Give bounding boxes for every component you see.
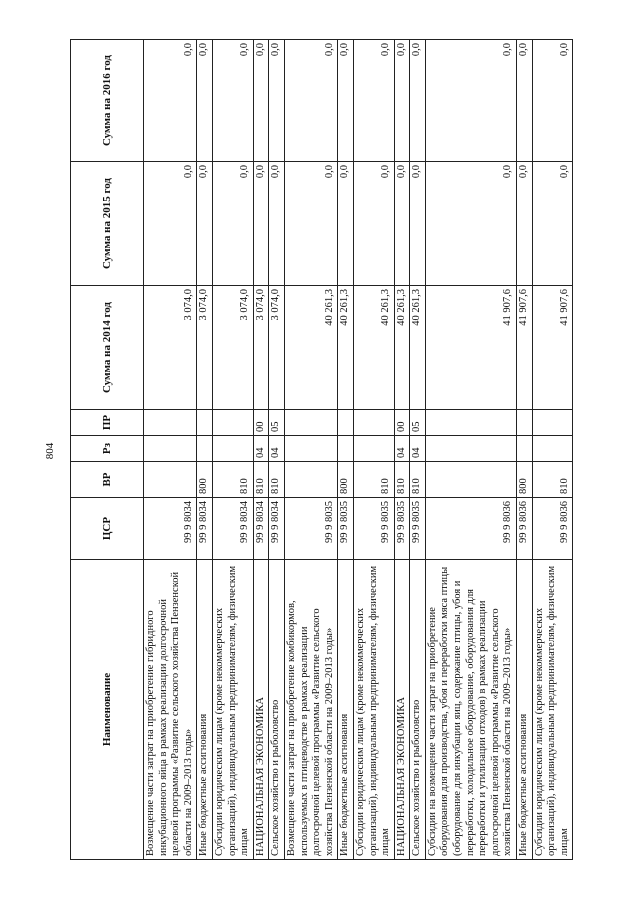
cell-sum-2016: 0,0	[394, 40, 410, 162]
cell-sum-2014: 3 074,0	[144, 286, 197, 410]
cell-sum-2015: 0,0	[253, 162, 269, 286]
cell-rz	[197, 436, 213, 462]
table-body	[144, 40, 573, 860]
cell-rz: 04	[253, 436, 269, 462]
cell-sum-2015: 0,0	[212, 162, 253, 286]
cell-sum-2014: 3 074,0	[212, 286, 253, 410]
cell-vr: 800	[338, 462, 354, 498]
cell-sum-2016: 0,0	[517, 40, 533, 162]
cell-sum-2014: 40 261,3	[338, 286, 354, 410]
table-row	[144, 40, 197, 860]
cell-sum-2014: 40 261,3	[410, 286, 426, 410]
cell-vr: 810	[532, 462, 573, 498]
cell-vr	[284, 462, 337, 498]
cell-vr: 810	[394, 462, 410, 498]
cell-vr: 800	[197, 462, 213, 498]
cell-sum-2015: 0,0	[410, 162, 426, 286]
cell-name: Возмещение части затрат на приобретение комбикормов, используемых в птицеводстве в рамках реализации долгосрочной целевой программы «Развитие сельского хозяйства Пензенской области на 2009–2013 годы»	[284, 560, 337, 860]
cell-pr: 05	[269, 410, 285, 436]
cell-sum-2015: 0,0	[517, 162, 533, 286]
cell-pr	[532, 410, 573, 436]
cell-rz: 04	[394, 436, 410, 462]
cell-csr: 99 9 8035	[284, 498, 337, 560]
cell-sum-2016: 0,0	[353, 40, 394, 162]
cell-rz	[212, 436, 253, 462]
cell-name: Сельское хозяйство и рыболовство	[410, 560, 426, 860]
cell-rz	[284, 436, 337, 462]
cell-pr	[353, 410, 394, 436]
cell-csr: 99 9 8034	[253, 498, 269, 560]
cell-pr	[517, 410, 533, 436]
cell-sum-2014: 41 907,6	[425, 286, 516, 410]
cell-rz	[144, 436, 197, 462]
table-row	[253, 40, 269, 860]
cell-sum-2016: 0,0	[212, 40, 253, 162]
cell-pr	[284, 410, 337, 436]
cell-pr	[425, 410, 516, 436]
table-row	[197, 40, 213, 860]
cell-sum-2016: 0,0	[197, 40, 213, 162]
cell-pr	[197, 410, 213, 436]
cell-pr	[212, 410, 253, 436]
cell-sum-2016: 0,0	[338, 40, 354, 162]
cell-vr	[425, 462, 516, 498]
cell-sum-2014: 3 074,0	[269, 286, 285, 410]
table-row	[517, 40, 533, 860]
cell-sum-2014: 3 074,0	[253, 286, 269, 410]
cell-sum-2014: 3 074,0	[197, 286, 213, 410]
cell-csr: 99 9 8036	[425, 498, 516, 560]
cell-csr: 99 9 8035	[338, 498, 354, 560]
cell-csr: 99 9 8036	[517, 498, 533, 560]
cell-name: НАЦИОНАЛЬНАЯ ЭКОНОМИКА	[253, 560, 269, 860]
cell-sum-2015: 0,0	[197, 162, 213, 286]
cell-sum-2016: 0,0	[410, 40, 426, 162]
cell-rz	[338, 436, 354, 462]
cell-csr: 99 9 8034	[197, 498, 213, 560]
cell-sum-2016: 0,0	[144, 40, 197, 162]
table-row	[284, 40, 337, 860]
cell-name: НАЦИОНАЛЬНАЯ ЭКОНОМИКА	[394, 560, 410, 860]
table-row	[212, 40, 253, 860]
table-header-row	[71, 40, 144, 860]
cell-name: Субсидии юридическим лицам (кроме некоммерческих организаций), индивидуальным предпринимателям, физическим лицам	[353, 560, 394, 860]
cell-vr: 810	[253, 462, 269, 498]
cell-rz: 04	[269, 436, 285, 462]
cell-vr: 810	[269, 462, 285, 498]
cell-name: Иные бюджетные ассигнования	[338, 560, 354, 860]
cell-csr: 99 9 8035	[394, 498, 410, 560]
header-sum-2014: Сумма на 2014 год	[71, 286, 144, 410]
cell-name: Иные бюджетные ассигнования	[517, 560, 533, 860]
cell-sum-2015: 0,0	[338, 162, 354, 286]
cell-pr: 00	[253, 410, 269, 436]
header-sum-2015: Сумма на 2015 год	[71, 162, 144, 286]
table-row	[532, 40, 573, 860]
cell-name: Субсидии юридическим лицам (кроме некоммерческих организаций), индивидуальным предпринимателям, физическим лицам	[532, 560, 573, 860]
cell-rz	[532, 436, 573, 462]
cell-pr: 05	[410, 410, 426, 436]
table-row	[394, 40, 410, 860]
page-number: 804	[44, 442, 56, 460]
cell-name: Субсидии юридическим лицам (кроме некоммерческих организаций), индивидуальным предпринимателям, физическим лицам	[212, 560, 253, 860]
header-csr: ЦСР	[71, 498, 144, 560]
cell-rz: 04	[410, 436, 426, 462]
header-name: Наименование	[71, 560, 144, 860]
header-vr: ВР	[71, 462, 144, 498]
cell-sum-2014: 40 261,3	[284, 286, 337, 410]
header-sum-2016: Сумма на 2016 год	[71, 40, 144, 162]
cell-name: Иные бюджетные ассигнования	[197, 560, 213, 860]
cell-csr: 99 9 8035	[353, 498, 394, 560]
cell-csr: 99 9 8036	[532, 498, 573, 560]
cell-vr: 810	[353, 462, 394, 498]
budget-table	[70, 39, 573, 860]
cell-name: Субсидии на возмещение части затрат на приобретение оборудования для производства, убоя и переработки мяса птицы (оборудование для инкубации яиц, содержание птицы, убоя и переработки, холодильное оборудование, оборудования для переработки и утилизации отходов) в рамках реализации долгосрочной целевой программы «Развитие сельского хозяйства Пензенской области на 2009–2013 годы»	[425, 560, 516, 860]
cell-rz	[353, 436, 394, 462]
cell-rz	[425, 436, 516, 462]
header-pr: ПР	[71, 410, 144, 436]
cell-name: Возмещение части затрат на приобретение гибридного инкубационного яйца в рамках реализации долгосрочной целевой программы «Развитие сельского хозяйства Пензенской области на 2009–2013 годы»	[144, 560, 197, 860]
cell-sum-2016: 0,0	[425, 40, 516, 162]
budget-table-container	[70, 40, 570, 860]
cell-csr: 99 9 8034	[269, 498, 285, 560]
cell-rz	[517, 436, 533, 462]
cell-sum-2015: 0,0	[269, 162, 285, 286]
header-rz: Рз	[71, 436, 144, 462]
cell-sum-2014: 41 907,6	[532, 286, 573, 410]
cell-pr	[338, 410, 354, 436]
cell-vr: 800	[517, 462, 533, 498]
cell-sum-2015: 0,0	[394, 162, 410, 286]
cell-sum-2015: 0,0	[353, 162, 394, 286]
cell-sum-2015: 0,0	[532, 162, 573, 286]
cell-sum-2016: 0,0	[253, 40, 269, 162]
cell-sum-2015: 0,0	[284, 162, 337, 286]
table-row	[338, 40, 354, 860]
cell-vr	[144, 462, 197, 498]
cell-sum-2014: 40 261,3	[353, 286, 394, 410]
cell-sum-2014: 40 261,3	[394, 286, 410, 410]
cell-sum-2016: 0,0	[532, 40, 573, 162]
cell-sum-2014: 41 907,6	[517, 286, 533, 410]
table-row	[410, 40, 426, 860]
cell-pr	[144, 410, 197, 436]
cell-csr: 99 9 8034	[212, 498, 253, 560]
cell-sum-2016: 0,0	[269, 40, 285, 162]
cell-csr: 99 9 8034	[144, 498, 197, 560]
cell-name: Сельское хозяйство и рыболовство	[269, 560, 285, 860]
cell-csr: 99 9 8035	[410, 498, 426, 560]
cell-pr: 00	[394, 410, 410, 436]
table-row	[425, 40, 516, 860]
cell-sum-2016: 0,0	[284, 40, 337, 162]
cell-sum-2015: 0,0	[144, 162, 197, 286]
table-row	[353, 40, 394, 860]
cell-vr: 810	[410, 462, 426, 498]
cell-vr: 810	[212, 462, 253, 498]
cell-sum-2015: 0,0	[425, 162, 516, 286]
table-row	[269, 40, 285, 860]
